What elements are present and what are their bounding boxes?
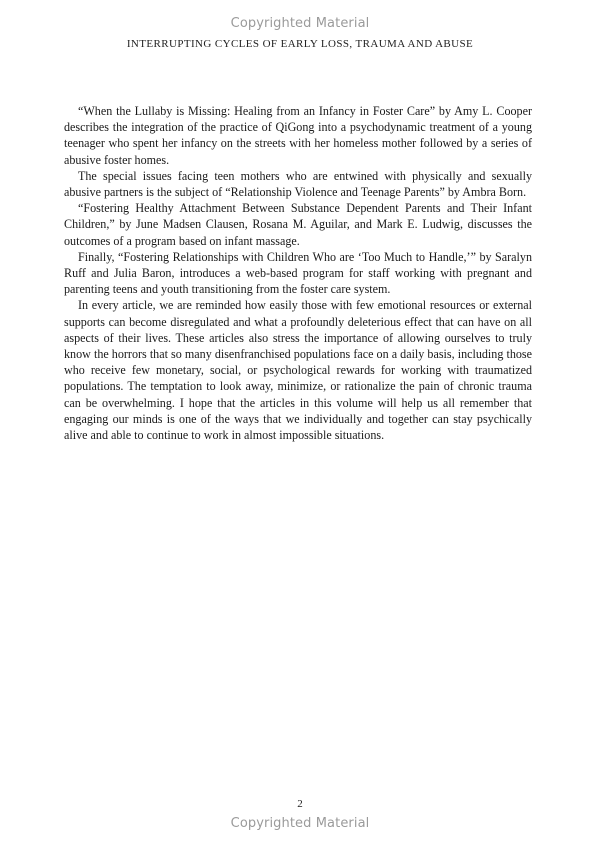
paragraph-fostering-relationships: Finally, “Fostering Relationships with Children Who are ‘Too Much to Handle,’” by Saralyn Ruff and Julia Baron, introduces a web-based program for staff working with pregnant and parenting teens and youth transitioning from the foster care system. bbox=[64, 249, 532, 297]
copyright-watermark-top: Copyrighted Material bbox=[230, 16, 370, 31]
body-text bbox=[64, 103, 532, 443]
paragraph-relationship-violence: The special issues facing teen mothers who are entwined with physically and sexually abusive partners is the subject of “Relationship Violence and Teenage Parents” by Ambra Born. bbox=[64, 168, 532, 200]
running-head: INTERRUPTING CYCLES OF EARLY LOSS, TRAUMA AND ABUSE bbox=[126, 38, 474, 50]
paragraph-every-article: In every article, we are reminded how easily those with few emotional resources or external supports can become disregulated and what a profoundly deleterious effect that can have on all aspects of their lives. These articles also stress the importance of allowing ourselves to truly know the horrors that so many disenfranchised populations face on a daily basis, including those who receive few monetary, social, or psychological rewards for working with traumatized populations. The temptation to look away, minimize, or rationalize the pain of chronic trauma can be overwhelming. I hope that the articles in this volume will help us all remember that engaging our minds is one of the ways that we individually and together can stay psychically alive and able to continue to work in almost impossible situations. bbox=[64, 298, 532, 443]
page-number: 2 bbox=[297, 798, 303, 810]
paragraph-lullaby: “When the Lullaby is Missing: Healing from an Infancy in Foster Care” by Amy L. Cooper describes the integration of the practice of QiGong into a psychodynamic treatment of a young teenager who spent her infancy on the streets with her homeless mother followed by a series of abusive foster homes. bbox=[64, 104, 532, 167]
paragraph-healthy-attachment: “Fostering Healthy Attachment Between Substance Dependent Parents and Their Infant Children,” by June Madsen Clausen, Rosana M. Aguilar, and Mark E. Ludwig, discusses the outcomes of a program based on infant massage. bbox=[64, 201, 532, 248]
copyright-watermark-bottom: Copyrighted Material bbox=[230, 816, 370, 831]
